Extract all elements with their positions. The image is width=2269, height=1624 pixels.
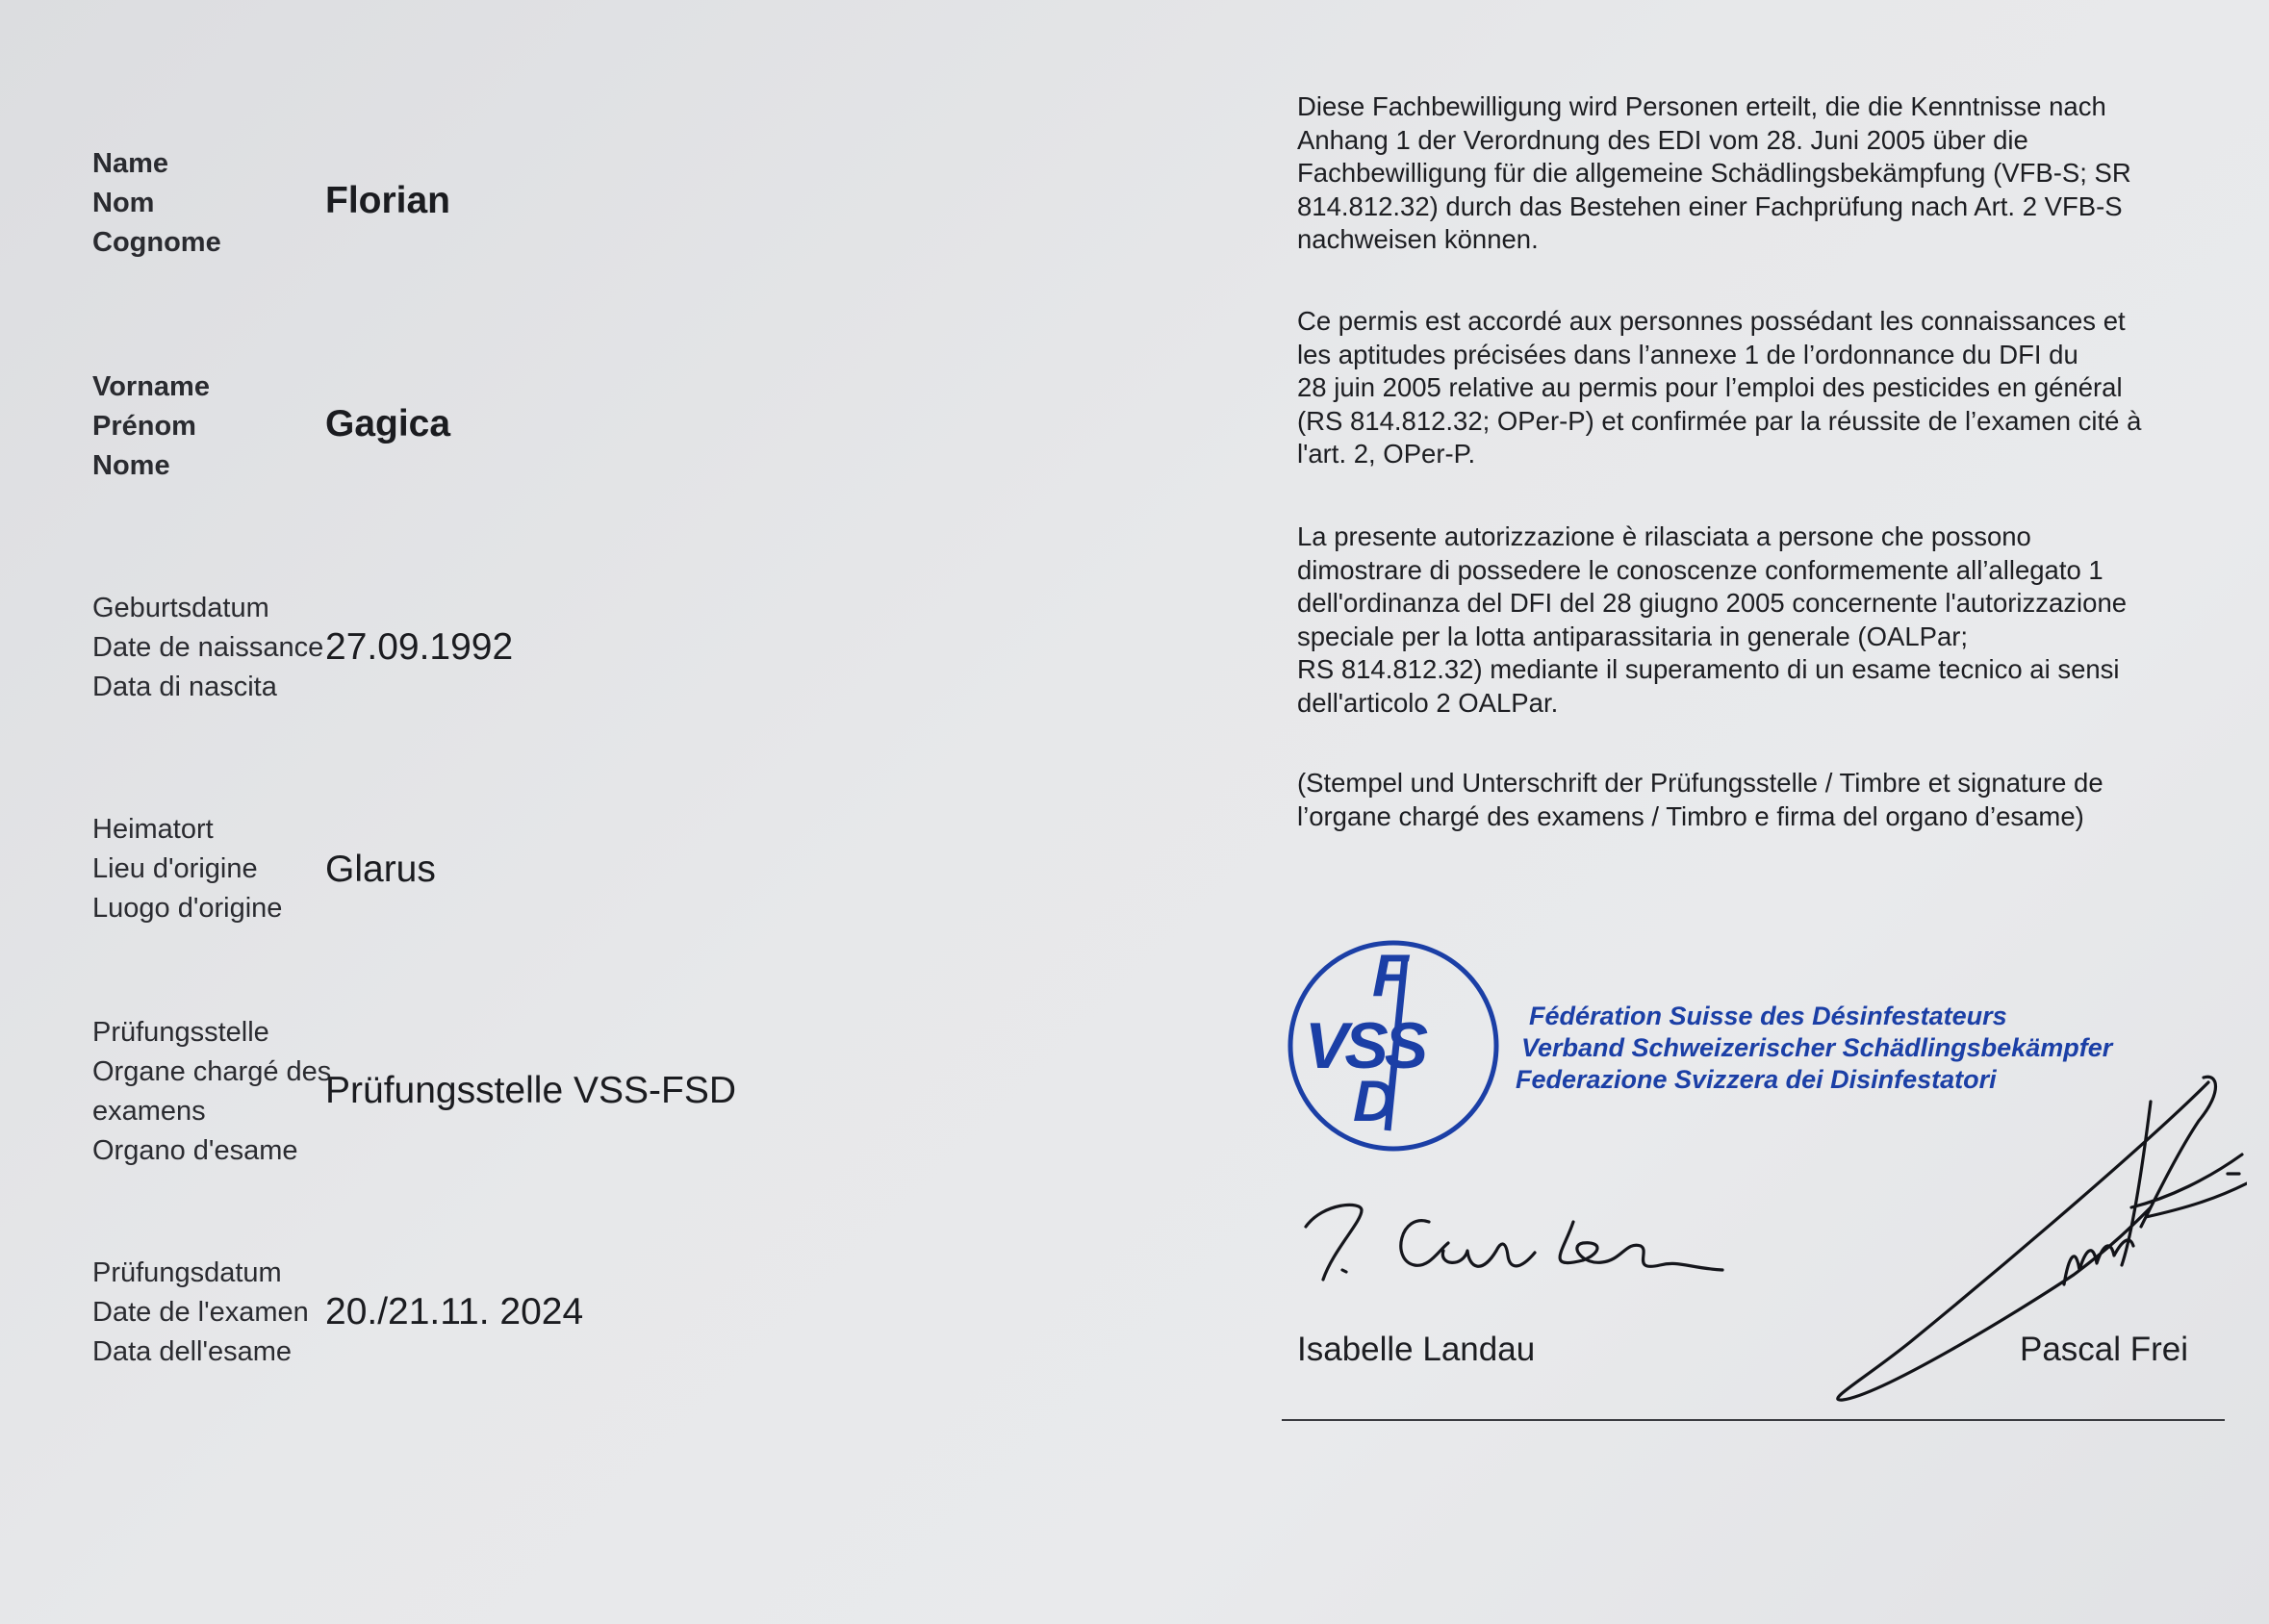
stamp-org-line: Federazione Svizzera dei Disinfestatori bbox=[1516, 1065, 1997, 1094]
paragraph-line: l’organe chargé des examens / Timbro e firma del organo d’esame) bbox=[1297, 800, 2084, 831]
field-label: Lieu d'origine bbox=[92, 853, 258, 884]
field-label: Organo d'esame bbox=[92, 1135, 298, 1166]
paragraph-line: La presente autorizzazione è rilasciata a persone che possono bbox=[1297, 521, 2031, 551]
field-first-name bbox=[92, 368, 210, 486]
field-label: Vorname bbox=[92, 371, 210, 402]
paragraph-line: Diese Fachbewilligung wird Personen erteilt, die die Kenntnisse nach bbox=[1297, 91, 2106, 121]
field-label: Geburtsdatum bbox=[92, 593, 269, 623]
paragraph-line: (Stempel und Unterschrift der Prüfungsstelle / Timbre et signature de bbox=[1297, 768, 2103, 798]
field-label: Data di nascita bbox=[92, 672, 277, 702]
field-label: Cognome bbox=[92, 227, 221, 258]
field-label: Name bbox=[92, 148, 168, 179]
paragraph-stamp-caption bbox=[1297, 767, 2221, 833]
paragraph-line: Anhang 1 der Verordnung des EDI vom 28. Juni 2005 über die bbox=[1297, 124, 2028, 155]
paragraph-line: dimostrare di possedere le conoscenze conformemente all’allegato 1 bbox=[1297, 554, 2103, 585]
paragraph-line: l'art. 2, OPer-P. bbox=[1297, 439, 1476, 469]
field-origin bbox=[92, 810, 282, 928]
field-label: examens bbox=[92, 1096, 206, 1127]
paragraph-line: 28 juin 2005 relative au permis pour l’emploi des pesticides en général bbox=[1297, 372, 2123, 402]
paragraph-french bbox=[1297, 305, 2221, 471]
field-label: Nome bbox=[92, 450, 170, 481]
signatory-name-landau: Isabelle Landau bbox=[1297, 1331, 1536, 1368]
field-label: Organe chargé des bbox=[92, 1056, 332, 1087]
stamp-org-line: Fédération Suisse des Désinfestateurs bbox=[1529, 1002, 2007, 1030]
field-labels bbox=[92, 1254, 309, 1372]
field-label: Luogo d'origine bbox=[92, 893, 283, 924]
stamp-org-line: Verband Schweizerischer Schädlingsbekämpfer bbox=[1521, 1033, 2113, 1062]
field-label: Heimatort bbox=[92, 814, 214, 845]
field-label: Nom bbox=[92, 188, 155, 218]
svg-text:D: D bbox=[1353, 1069, 1395, 1133]
field-labels bbox=[92, 810, 282, 928]
field-label: Prénom bbox=[92, 411, 196, 442]
field-value-origin: Glarus bbox=[325, 849, 436, 890]
paragraph-line: dell'ordinanza del DFI del 28 giugno 2005 concernente l'autorizzazione bbox=[1297, 588, 2128, 618]
field-value-exam-body: Prüfungsstelle VSS-FSD bbox=[325, 1070, 737, 1111]
paragraph-line: Ce permis est accordé aux personnes possédant les connaissances et bbox=[1297, 306, 2126, 336]
paragraph-line: (RS 814.812.32; OPer-P) et confirmée par la réussite de l’examen cité à bbox=[1297, 405, 2142, 436]
paragraph-line: 814.812.32) durch das Bestehen einer Fachprüfung nach Art. 2 VFB-S bbox=[1297, 190, 2123, 221]
field-label: Prüfungsstelle bbox=[92, 1017, 269, 1048]
signatory-name-frei: Pascal Frei bbox=[2020, 1331, 2189, 1368]
field-value-birthdate: 27.09.1992 bbox=[325, 626, 514, 668]
field-labels bbox=[92, 144, 221, 263]
paragraph-line: RS 814.812.32) mediante il superamento di un esame tecnico ai sensi bbox=[1297, 654, 2120, 684]
field-label: Data dell'esame bbox=[92, 1336, 293, 1367]
vss-fsd-stamp-logo bbox=[1284, 938, 1505, 1155]
paragraph-line: Fachbewilligung für die allgemeine Schädlingsbekämpfung (VFB-S; SR bbox=[1297, 158, 2131, 188]
paragraph-german bbox=[1297, 90, 2221, 257]
signature-line bbox=[1282, 1419, 2225, 1421]
signature-landau bbox=[1294, 1183, 1737, 1299]
field-exam-body bbox=[92, 1013, 331, 1171]
field-label: Date de naissance bbox=[92, 632, 324, 663]
paragraph-italian bbox=[1297, 520, 2221, 720]
svg-text:F: F bbox=[1372, 943, 1409, 1009]
field-value-name: Florian bbox=[325, 180, 451, 221]
field-value-exam-date: 20./21.11. 2024 bbox=[325, 1291, 584, 1332]
field-value-first-name: Gagica bbox=[325, 403, 451, 444]
field-labels bbox=[92, 1013, 331, 1171]
svg-text:VSS: VSS bbox=[1305, 1009, 1425, 1082]
paragraph-line: dell'articolo 2 OALPar. bbox=[1297, 687, 1559, 718]
field-label: Prüfungsdatum bbox=[92, 1257, 282, 1288]
paragraph-line: les aptitudes précisées dans l’annexe 1 de l’ordonnance du DFI du bbox=[1297, 339, 2078, 369]
field-labels bbox=[92, 589, 323, 707]
paragraph-line: speciale per la lotta antiparassitaria in generale (OALPar; bbox=[1297, 621, 1969, 651]
field-birthdate bbox=[92, 589, 323, 707]
field-name bbox=[92, 144, 221, 263]
field-exam-date bbox=[92, 1254, 309, 1372]
field-label: Date de l'examen bbox=[92, 1297, 309, 1328]
paragraph-line: nachweisen können. bbox=[1297, 224, 1539, 254]
field-labels bbox=[92, 368, 210, 486]
